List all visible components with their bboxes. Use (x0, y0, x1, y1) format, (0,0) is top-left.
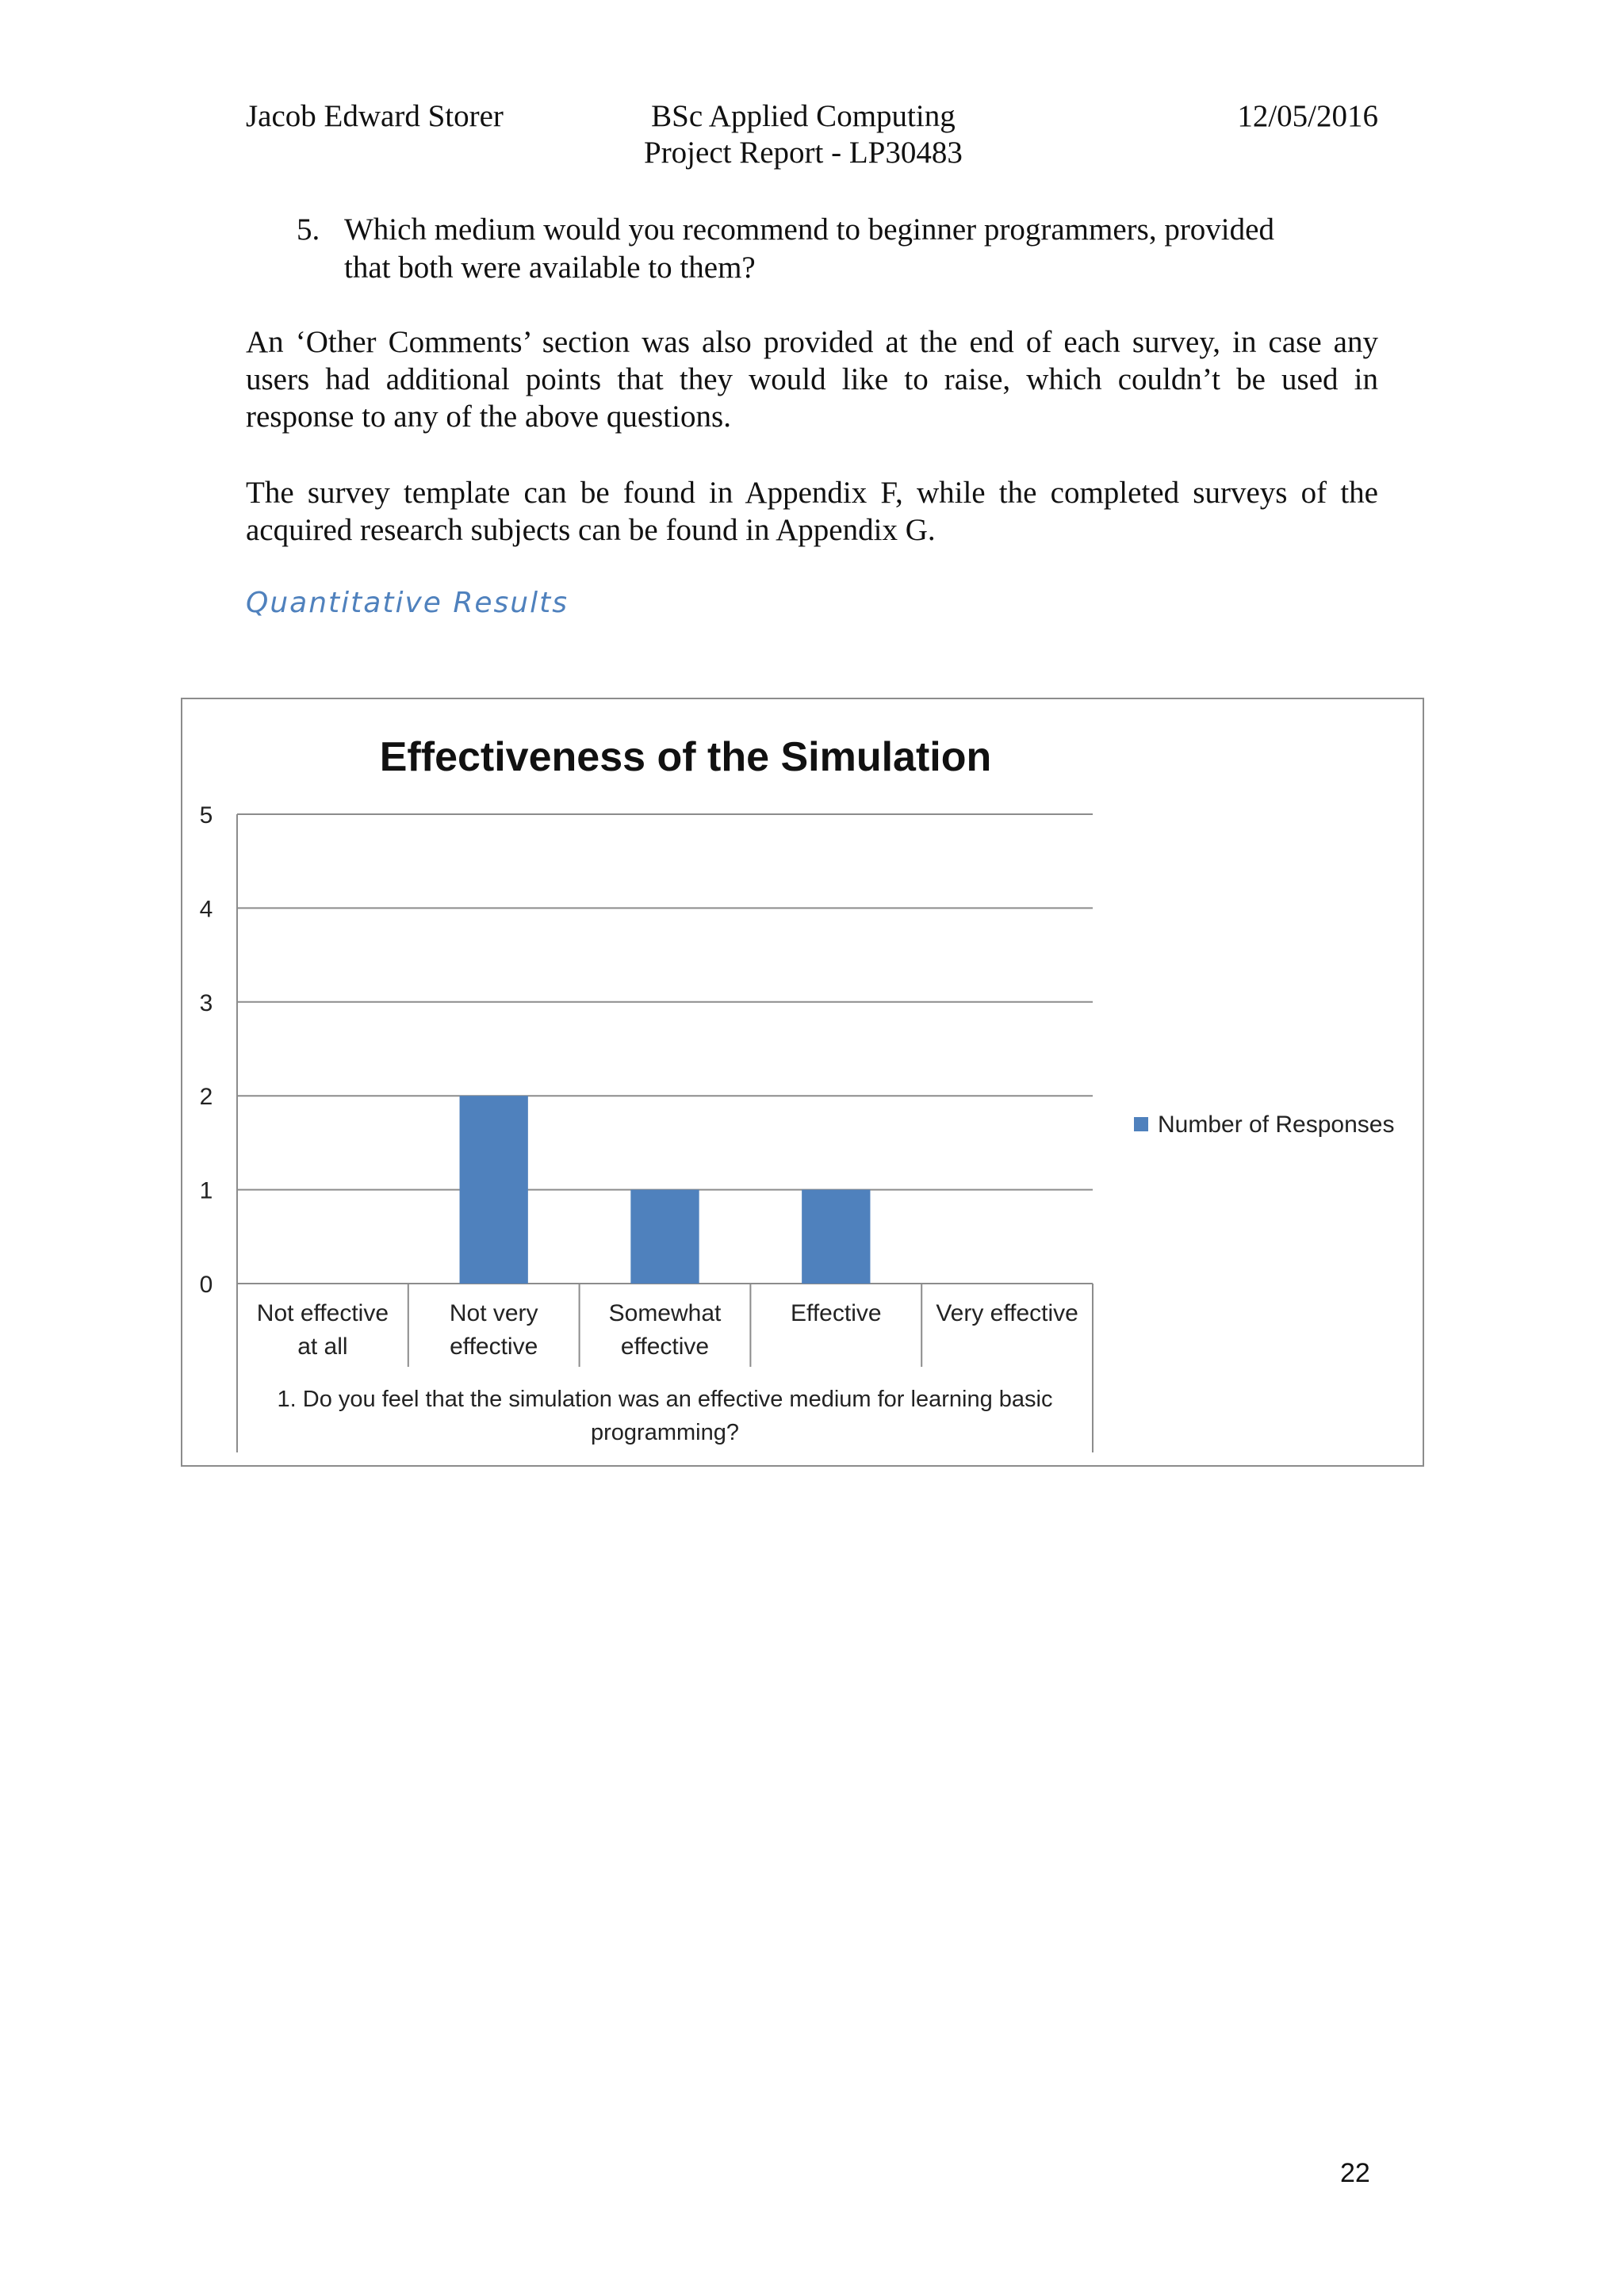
bar-3 (802, 1190, 870, 1284)
header-course-line1: BSc Applied Computing (651, 99, 956, 133)
x-tick-label-3-0: Effective (791, 1300, 882, 1326)
y-tick-label-2: 2 (199, 1084, 213, 1111)
header-course-line2: Project Report - LP30483 (644, 136, 963, 170)
bar-chart (182, 699, 1423, 1465)
chart-container (181, 698, 1424, 1467)
question-5-text: Which medium would you recommend to beginner programmers, provided that both were available to them? (344, 212, 1274, 285)
x-axis-label-line-0: 1. Do you feel that the simulation was an effective medium for learning basic (277, 1387, 1053, 1412)
y-tick-label-4: 4 (199, 896, 213, 923)
legend-swatch (1134, 1117, 1148, 1131)
x-tick-label-2-0: Somewhat (608, 1300, 722, 1326)
header-course (644, 98, 963, 171)
y-tick-label-3: 3 (199, 989, 213, 1016)
x-tick-label-4-0: Very effective (936, 1300, 1078, 1326)
question-5-number: 5. (297, 212, 320, 247)
y-tick-label-5: 5 (199, 802, 213, 828)
paragraph-appendix: The survey template can be found in Appendix F, while the completed surveys of the acquired research subjects can be found in Appendix G. (246, 476, 1378, 547)
paragraph-other-comments: An ‘Other Comments’ section was also provided at the end of each survey, in case any users had additional points that they would like to raise, which couldn’t be used in response to any of the above questions. (246, 325, 1378, 434)
section-heading-quantitative-results: Quantitative Results (246, 587, 569, 619)
x-axis-label-line-1: programming? (591, 1420, 739, 1445)
header-date: 12/05/2016 (1237, 99, 1378, 133)
y-tick-label-1: 1 (199, 1177, 213, 1204)
bar-1 (460, 1096, 528, 1284)
x-tick-label-1-1: effective (450, 1334, 538, 1360)
header-author: Jacob Edward Storer (246, 99, 504, 133)
legend-label: Number of Responses (1158, 1112, 1395, 1138)
x-tick-label-0-0: Not effective (256, 1300, 389, 1326)
page-number: 22 (1340, 2158, 1370, 2188)
bar-2 (630, 1190, 699, 1284)
x-tick-label-2-1: effective (620, 1334, 710, 1360)
chart-title: Effectiveness of the Simulation (379, 734, 992, 780)
x-tick-label-0-1: at all (297, 1334, 348, 1360)
y-tick-label-0: 0 (199, 1272, 213, 1298)
x-tick-label-1-0: Not very (449, 1300, 538, 1326)
